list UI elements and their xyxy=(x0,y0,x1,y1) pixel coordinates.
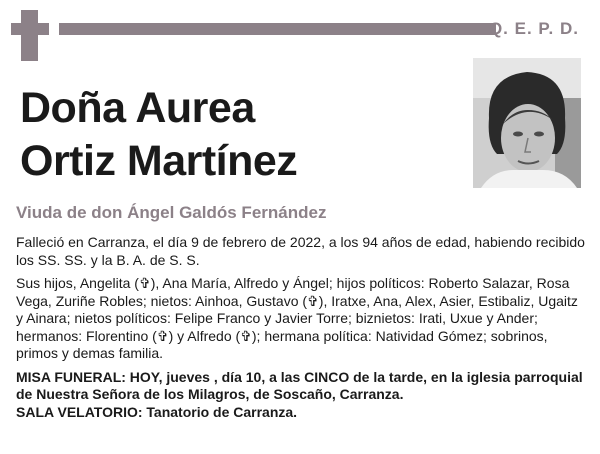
funeral-paragraph: MISA FUNERAL: HOY, jueves , día 10, a las CINCO de la tarde, en la iglesia parroquial de Nuestra Señora de los Milagros, de Soscaño, Carranza. xyxy=(16,368,583,402)
name-line-2: Ortiz Martínez xyxy=(20,137,298,185)
death-notice-paragraph: Falleció en Carranza, el día 9 de febrero de 2022, a los 94 años de edad, habiendo recibido los SS. SS. y la B. A. de S. S. xyxy=(16,234,585,268)
wake-paragraph: SALA VELATORIO: Tanatorio de Carranza. xyxy=(16,403,298,420)
cross-icon xyxy=(21,10,38,61)
portrait-photo xyxy=(473,58,581,188)
header-rule xyxy=(59,23,496,35)
cross-icon-bar xyxy=(11,23,49,35)
notice-body xyxy=(16,234,588,421)
deceased-name xyxy=(20,82,297,188)
qepd-label: Q. E. P. D. xyxy=(488,19,579,38)
name-line-1: Doña Aurea xyxy=(20,84,255,132)
family-paragraph: Sus hijos, Angelita (✞), Ana María, Alfredo y Ángel; hijos políticos: Roberto Salazar, Rosa Vega, Zuriñe Robles; nietos: Ainhoa, Gustavo (✞), Iratxe, Ana, Alex, Asier, Estibaliz, Ugaitz y Ainara; nietos políticos: Felipe Franco y Javier Torre; biznietos: Irati, Uxue y Ander; hermanos: Florentino (✞) y Alfredo (✞); hermana política: Natividad Gómez; sobrinos, primos y demas familia. xyxy=(16,275,578,361)
widow-subtitle: Viuda de don Ángel Galdós Fernández xyxy=(16,203,327,222)
